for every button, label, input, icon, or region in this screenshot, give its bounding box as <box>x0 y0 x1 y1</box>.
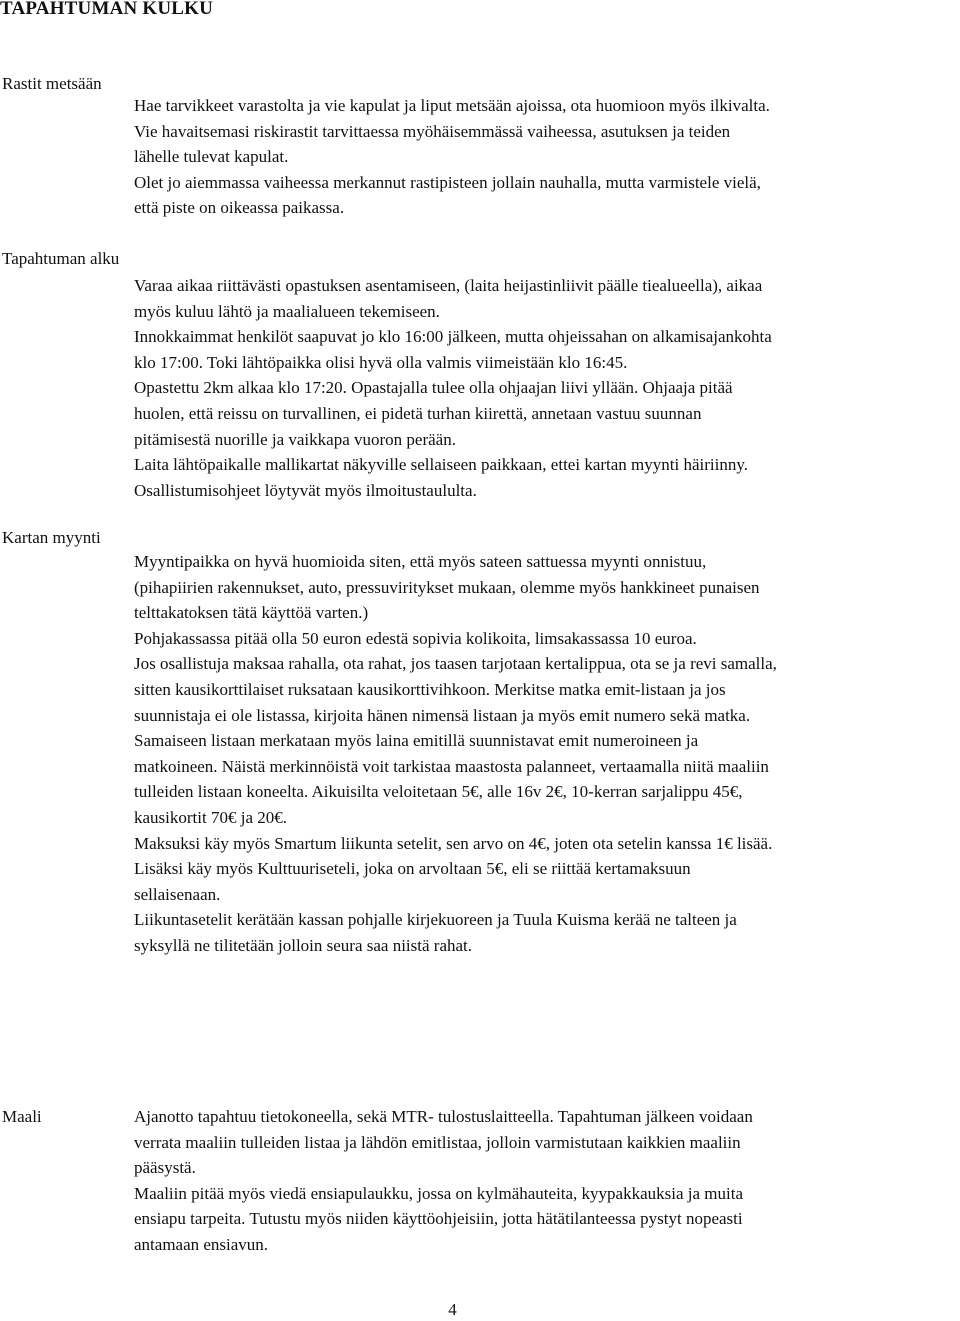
paragraph-line: Olet jo aiemmassa vaiheessa merkannut rastipisteen jollain nauhalla, mutta varmistele vielä, <box>134 172 761 192</box>
paragraph-line: tulleiden listaan koneelta. Aikuisilta veloitetaan 5€, alle 16v 2€, 10-kerran sarjalippu 45€, <box>134 782 743 802</box>
paragraph-line: ensiapu tarpeita. Tutustu myös niiden käyttöohjeisiin, jotta hätätilanteessa pystyt nopeasti <box>134 1209 743 1229</box>
page-number: 4 <box>448 1300 457 1319</box>
paragraph-line: kausikortit 70€ ja 20€. <box>134 807 287 827</box>
paragraph-line: sellaisenaan. <box>134 884 221 904</box>
section-body-kartan-myynti <box>134 549 960 959</box>
paragraph-line: Maaliin pitää myös viedä ensiapulaukku, jossa on kylmähauteita, kyypakkauksia ja muita <box>134 1183 744 1203</box>
paragraph-line: sitten kausikorttilaiset ruksataan kausikorttivihkoon. Merkitse matka emit-listaan ja jos <box>134 679 726 699</box>
paragraph-line: pitämisestä nuorille ja vaikkapa vuoron perään. <box>134 429 456 449</box>
paragraph-line: Vie havaitsemasi riskirastit tarvittaessa myöhäisemmässä vaiheessa, asutuksen ja teiden <box>134 121 731 141</box>
paragraph-line: Maksuksi käy myös Smartum liikunta setelit, sen arvo on 4€, joten ota setelin kanssa 1€ lisää. <box>134 833 773 853</box>
paragraph-line: Laita lähtöpaikalle mallikartat näkyville sellaiseen paikkaan, ettei kartan myynti häiriinny. <box>134 455 748 475</box>
paragraph-line: klo 17:00. Toki lähtöpaikka olisi hyvä olla valmis viimeistään klo 16:45. <box>134 352 628 372</box>
paragraph-line: Osallistumisohjeet löytyvät myös ilmoitustaululta. <box>134 480 477 500</box>
paragraph-line: Samaiseen listaan merkataan myös laina emitillä suunnistavat emit numeroineen ja <box>134 731 699 751</box>
paragraph-line: Ajanotto tapahtuu tietokoneella, sekä MTR- tulostuslaitteella. Tapahtuman jälkeen voidaan <box>134 1107 753 1126</box>
paragraph-line: matkoineen. Näistä merkinnöistä voit tarkistaa maastosta palanneet, vertaamalla niitä maaliin <box>134 756 769 776</box>
paragraph-line: verrata maaliin tulleiden listaa ja lähdön emitlistaa, jolloin varmistutaan kaikkien maaliin <box>134 1132 741 1152</box>
paragraph-line: telttakatoksen tätä käyttöä varten.) <box>134 603 369 623</box>
paragraph-line: huolen, että reissu on turvallinen, ei pidetä turhan kiirettä, annetaan vastuu suunnan <box>134 403 702 423</box>
paragraph-line: Innokkaimmat henkilöt saapuvat jo klo 16:00 jälkeen, mutta ohjeissahan on alkamisajankohta <box>134 327 772 347</box>
section-label-maali: Maali <box>2 1107 42 1126</box>
section-body-rastit <box>134 93 960 221</box>
paragraph-line: Varaa aikaa riittävästi opastuksen asentamiseen, (laita heijastinliivit päälle tiealueella), aikaa <box>134 276 763 295</box>
paragraph-line: että piste on oikeassa paikassa. <box>134 198 345 218</box>
section-label-rastit: Rastit metsään <box>2 74 102 93</box>
section-label-tapahtuman-alku: Tapahtuman alku <box>2 249 120 268</box>
paragraph-line: Hae tarvikkeet varastolta ja vie kapulat ja liput metsään ajoissa, ota huomioon myös ilkivalta. <box>134 96 770 115</box>
paragraph-line: suunnistaja ei ole listassa, kirjoita hänen nimensä listaan ja myös emit numero sekä matka. <box>134 705 751 725</box>
paragraph-line: lähelle tulevat kapulat. <box>134 147 289 167</box>
paragraph-line: Pohjakassassa pitää olla 50 euron edestä sopivia kolikoita, limsakassassa 10 euroa. <box>134 628 697 648</box>
paragraph-line: Liikuntasetelit kerätään kassan pohjalle kirjekuoreen ja Tuula Kuisma kerää ne talteen ja <box>134 910 737 930</box>
section-label-kartan-myynti: Kartan myynti <box>2 528 101 547</box>
paragraph-line: syksyllä ne tilitetään jolloin seura saa niistä rahat. <box>134 935 473 955</box>
paragraph-line: pääsystä. <box>134 1158 196 1178</box>
paragraph-line: Myyntipaikka on hyvä huomioida siten, että myös sateen sattuessa myynti onnistuu, <box>134 552 707 571</box>
paragraph-line: (pihapiirien rakennukset, auto, pressuviritykset mukaan, olemme myös hankkineet punaisen <box>134 577 760 597</box>
document-title: TAPAHTUMAN KULKU <box>0 0 214 19</box>
paragraph-line: myös kuluu lähtö ja maalialueen tekemiseen. <box>134 301 440 321</box>
paragraph-line: Lisäksi käy myös Kulttuuriseteli, joka on arvoltaan 5€, eli se riittää kertamaksuun <box>134 859 691 879</box>
section-body-maali <box>134 1104 960 1258</box>
paragraph-line: Jos osallistuja maksaa rahalla, ota rahat, jos taasen tarjotaan kertalippua, ota se ja revi samalla, <box>134 654 777 674</box>
paragraph-line: Opastettu 2km alkaa klo 17:20. Opastajalla tulee olla ohjaajan liivi yllään. Ohjaaja pitää <box>134 378 733 398</box>
section-body-tapahtuman-alku <box>134 273 960 503</box>
paragraph-line: antamaan ensiavun. <box>134 1234 269 1254</box>
